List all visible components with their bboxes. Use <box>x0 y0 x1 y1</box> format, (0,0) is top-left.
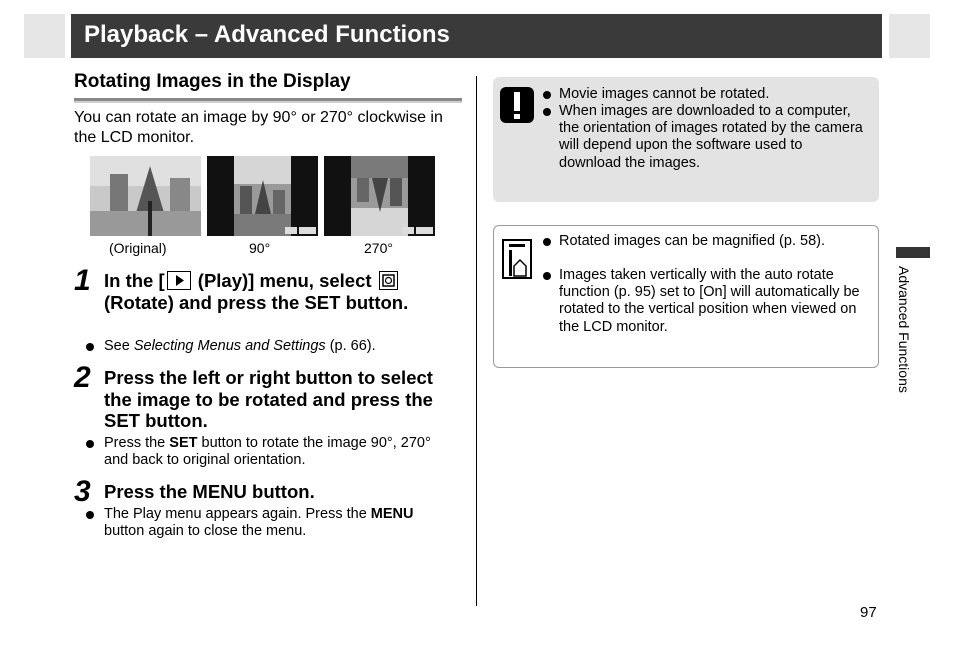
caption-270: 270° <box>364 240 393 256</box>
step-1-text-a: In the [ <box>104 270 165 291</box>
photo-rotated-90-icon <box>207 156 318 236</box>
step-1-bullet-link: Selecting Menus and Settings <box>133 338 326 354</box>
header-corner-left <box>24 14 65 58</box>
step-3-number: 3 <box>74 475 91 508</box>
caution-icon <box>500 87 534 123</box>
caption-90: 90° <box>249 240 271 256</box>
step-2-text: Press the left or right button to select the image to be rotated and press the SET button. <box>104 367 433 431</box>
bullet-dot-icon <box>86 440 94 448</box>
play-icon <box>167 271 191 290</box>
caption-original: (Original) <box>109 240 167 256</box>
step-3-text: Press the MENU button. <box>104 481 315 502</box>
column-divider <box>476 76 477 606</box>
photo-original-icon <box>90 156 201 236</box>
step-3-bullet: The Play menu appears again. Press the MENU button again to close the menu. <box>86 506 456 540</box>
intro-text: You can rotate an image by 90° or 270° clockwise in the LCD monitor. <box>74 109 443 146</box>
step-1-bullet: See Selecting Menus and Settings (p. 66). <box>86 338 456 355</box>
bullet-dot-icon <box>86 343 94 351</box>
bullet-dot-icon <box>543 91 551 99</box>
thumbnail-original <box>90 156 201 236</box>
step-1-text <box>104 270 454 313</box>
step-2-number: 2 <box>74 361 91 394</box>
section-title: Rotating Images in the Display <box>74 71 351 92</box>
side-label: Advanced Functions <box>896 266 912 393</box>
memo-icon <box>501 238 533 280</box>
step-2-bullet: Press the SET button to rotate the image 90°, 270° and back to original orientation. <box>86 435 456 469</box>
bullet-dot-icon <box>543 272 551 280</box>
header-bar <box>71 14 882 58</box>
step-1-number: 1 <box>74 264 91 297</box>
caution-item-2: When images are downloaded to a computer, the orientation of images rotated by the camera will depend upon the software used to download the images. <box>543 103 868 172</box>
page-number: 97 <box>860 604 877 621</box>
bullet-dot-icon <box>543 108 551 116</box>
thumbnail-90 <box>207 156 318 236</box>
step-1-text-b: (Play)] menu, select <box>192 270 372 291</box>
section-rule <box>74 98 462 103</box>
memo-item-2: Images taken vertically with the auto rotate function (p. 95) set to [On] will automatically be rotated to the vertical position when viewed on the LCD monitor. <box>543 267 868 336</box>
bullet-dot-icon <box>543 238 551 246</box>
step-1-text-c: (Rotate) and press the SET button. <box>104 291 409 313</box>
rotate-icon <box>379 271 398 290</box>
photo-rotated-270-icon <box>324 156 435 236</box>
bullet-dot-icon <box>86 511 94 519</box>
header-corner-right <box>889 14 930 58</box>
memo-item-1: Rotated images can be magnified (p. 58). <box>543 233 868 250</box>
caution-item-1: Movie images cannot be rotated. <box>543 86 868 103</box>
side-tab-marker <box>896 247 930 258</box>
thumbnail-270 <box>324 156 435 236</box>
page-title: Playback – Advanced Functions <box>84 21 450 48</box>
